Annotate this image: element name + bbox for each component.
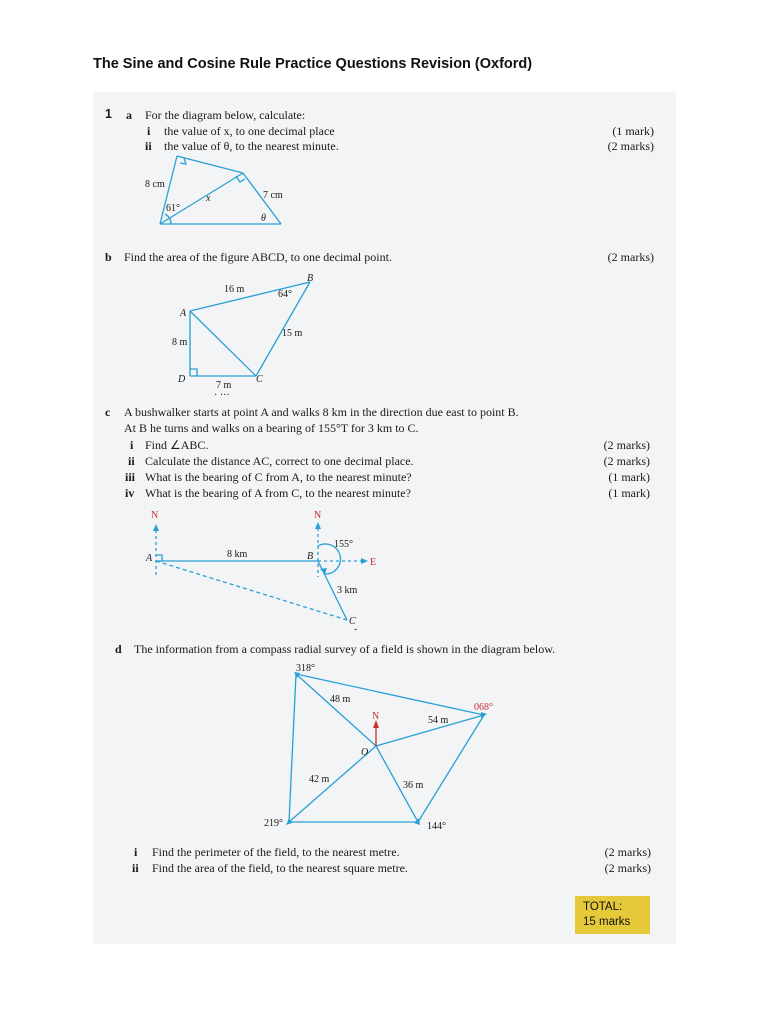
part-c-stem1: A bushwalker starts at point A and walks 8 km in the direction due east to point B. xyxy=(124,405,519,419)
part-c-i-marks: (2 marks) xyxy=(603,438,650,452)
part-a-i-text: the value of x, to one decimal place xyxy=(164,124,335,138)
total-label: TOTAL: xyxy=(583,901,623,913)
part-a-stem: For the diagram below, calculate: xyxy=(145,108,306,122)
part-c-iii-text: What is the bearing of C from A, to the nearest minute? xyxy=(145,470,412,484)
part-a-i-num: i xyxy=(147,124,151,138)
label-64deg: 64° xyxy=(278,289,292,300)
label-O: O xyxy=(361,747,369,758)
part-b-letter: b xyxy=(105,250,112,264)
part-a-i-marks: (1 mark) xyxy=(612,124,654,138)
label-61deg: 61° xyxy=(166,203,180,214)
part-a-ii-text: the value of θ, to the nearest minute. xyxy=(164,139,339,153)
part-c-iv-marks: (1 mark) xyxy=(608,486,650,500)
label-x: x xyxy=(206,193,211,204)
part-c-ii-text: Calculate the distance AC, correct to one decimal place. xyxy=(145,454,414,468)
part-d-ii-num: ii xyxy=(132,861,139,875)
part-c-ii-num: ii xyxy=(128,454,135,468)
label-16m: 16 m xyxy=(224,284,245,295)
part-d-ii-marks: (2 marks) xyxy=(604,861,651,875)
label-15m: 15 m xyxy=(282,328,303,339)
part-d-i-num: i xyxy=(134,845,138,859)
label-7cm: 7 cm xyxy=(263,190,283,201)
label-A: A xyxy=(180,308,187,319)
total-marks-badge xyxy=(575,896,650,934)
part-c-i-text: Find ∠ABC. xyxy=(145,438,209,452)
label-155deg: 155° xyxy=(334,539,353,550)
cutoff-mark-c: ˘ xyxy=(354,628,358,639)
label-3km: 3 km xyxy=(337,585,358,596)
label-8m: 8 m xyxy=(172,337,188,348)
part-d-letter: d xyxy=(115,642,122,656)
part-c-stem2: At B he turns and walks on a bearing of 155°T for 3 km to C. xyxy=(124,421,419,435)
part-b-stem: Find the area of the figure ABCD, to one decimal point. xyxy=(124,250,392,264)
part-d-i-marks: (2 marks) xyxy=(604,845,651,859)
label-318deg: 318° xyxy=(296,663,315,674)
label-B: B xyxy=(307,273,314,284)
part-c-i-num: i xyxy=(130,438,134,452)
label-36m: 36 m xyxy=(403,780,424,791)
label-B-c: B xyxy=(307,551,314,562)
part-a-ii-marks: (2 marks) xyxy=(607,139,654,153)
cutoff-marks: · ··· xyxy=(214,390,230,401)
question-number: 1 xyxy=(105,107,112,121)
part-a-ii-num: ii xyxy=(145,139,152,153)
label-219deg: 219° xyxy=(264,818,283,829)
total-value: 15 marks xyxy=(583,916,631,928)
part-d-stem: The information from a compass radial survey of a field is shown in the diagram below. xyxy=(134,642,556,656)
label-N1: N xyxy=(151,510,159,521)
label-A-c: A xyxy=(146,553,153,564)
label-8cm: 8 cm xyxy=(145,179,165,190)
part-c-iii-marks: (1 mark) xyxy=(608,470,650,484)
label-068deg: 068° xyxy=(474,702,493,713)
label-D: D xyxy=(178,374,186,385)
part-c-iii-num: iii xyxy=(125,470,136,484)
page-title: The Sine and Cosine Rule Practice Questions Revision (Oxford) xyxy=(93,56,533,72)
part-c-iv-text: What is the bearing of A from C, to the nearest minute? xyxy=(145,486,411,500)
part-c-ii-marks: (2 marks) xyxy=(603,454,650,468)
label-144deg: 144° xyxy=(427,821,446,832)
part-c-letter: c xyxy=(105,405,111,419)
label-N2: N xyxy=(314,510,322,521)
label-theta: θ xyxy=(261,213,266,224)
label-E: E xyxy=(370,557,377,568)
part-d-i-text: Find the perimeter of the field, to the nearest metre. xyxy=(152,845,400,859)
label-C-c: C xyxy=(349,616,356,627)
part-a-letter: a xyxy=(126,108,132,122)
label-C: C xyxy=(256,374,263,385)
label-7m: 7 m xyxy=(216,380,232,391)
label-54m: 54 m xyxy=(428,715,449,726)
part-b-marks: (2 marks) xyxy=(607,250,654,264)
label-N-d: N xyxy=(372,711,380,722)
label-42m: 42 m xyxy=(309,774,330,785)
part-d-ii-text: Find the area of the field, to the nearest square metre. xyxy=(152,861,408,875)
label-48m: 48 m xyxy=(330,694,351,705)
label-8km: 8 km xyxy=(227,549,248,560)
part-c-iv-num: iv xyxy=(125,486,135,500)
